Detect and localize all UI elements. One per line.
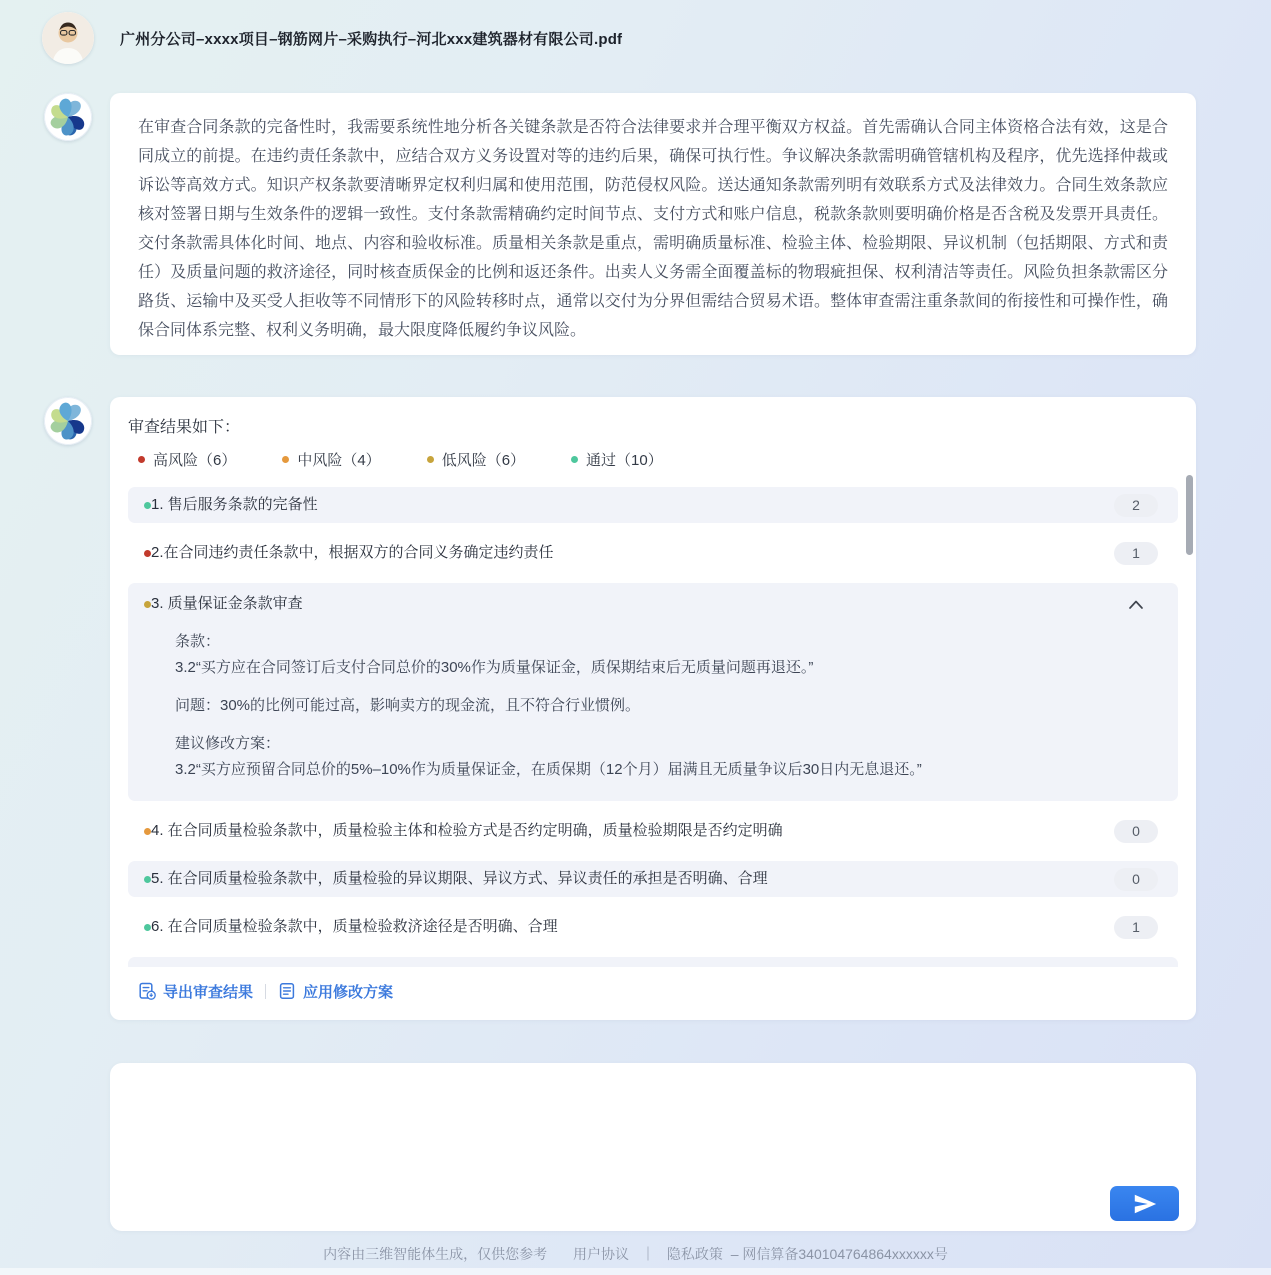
icp-record: – 网信算备340104764864xxxxxx号 bbox=[730, 1246, 948, 1262]
review-item-text: 5. 在合同质量检验条款中，质量检验的异议期限、异议方式、异议责任的承担是否明确、合理 bbox=[151, 870, 768, 887]
legend-label: 通过（10） bbox=[586, 451, 663, 469]
legend-medium-risk bbox=[282, 449, 380, 470]
send-icon bbox=[1131, 1191, 1159, 1217]
legend-label: 中风险（4） bbox=[297, 451, 381, 469]
risk-dot bbox=[144, 828, 151, 835]
footer-divider: ｜ bbox=[640, 1246, 655, 1262]
export-results-label: 导出审查结果 bbox=[163, 983, 254, 1001]
review-item-detail bbox=[175, 629, 1158, 783]
issue-count-badge: 0 bbox=[1114, 820, 1158, 843]
issue-count-badge: 1 bbox=[1114, 542, 1158, 565]
review-message-row bbox=[0, 397, 1271, 1020]
privacy-link[interactable]: 隐私政策 bbox=[666, 1246, 723, 1262]
review-item-text: 4. 在合同质量检验条款中，质量检验主体和检验方式是否约定明确，质量检验期限是否约定明确 bbox=[151, 822, 783, 839]
legend-low-risk bbox=[427, 449, 525, 470]
analysis-card bbox=[110, 93, 1196, 355]
review-item-3-expanded[interactable] bbox=[128, 583, 1178, 801]
review-item-1[interactable] bbox=[128, 487, 1178, 523]
bottom-strip bbox=[0, 1268, 1271, 1275]
send-button[interactable] bbox=[1110, 1186, 1179, 1221]
assistant-avatar bbox=[44, 93, 92, 141]
uploaded-file-name: 广州分公司–xxxx项目–钢筋网片–采购执行–河北xxx建筑器材有限公司.pdf bbox=[120, 30, 623, 48]
review-item-2[interactable] bbox=[128, 535, 1178, 571]
medium-risk-dot bbox=[282, 456, 289, 463]
risk-dot bbox=[144, 502, 151, 509]
apply-changes-label: 应用修改方案 bbox=[303, 983, 394, 1001]
clause-text: 3.2“买方应在合同签订后支付合同总价的30%作为质量保证金，质保期结束后无质量问题再退还。” bbox=[175, 659, 814, 676]
user-avatar bbox=[42, 12, 94, 64]
risk-dot bbox=[144, 601, 151, 608]
review-card bbox=[110, 397, 1196, 1020]
clause-block bbox=[175, 629, 1158, 681]
legend-high-risk bbox=[138, 449, 236, 470]
risk-legend bbox=[138, 448, 1178, 470]
analysis-message-row bbox=[0, 93, 1271, 355]
clause-label: 条款： bbox=[175, 633, 221, 650]
assistant-logo-icon bbox=[44, 93, 92, 141]
review-item-5[interactable] bbox=[128, 861, 1178, 897]
risk-dot bbox=[144, 876, 151, 883]
analysis-paragraph: 在审查合同条款的完备性时，我需要系统性地分析各关键条款是否符合法律要求并合理平衡双方权益。首先需确认合同主体资格合法有效，这是合同成立的前提。在违约责任条款中，应结合双方义务设置对等的违约后果，确保可执行性。争议解决条款需明确管辖机构及程序，优先选择仲裁或诉讼等高效方式。知识产权条款要清晰界定权利归属和使用范围，防范侵权风险。送达通知条款需列明有效联系方式及法律效力。合同生效条款应核对签署日期与生效条件的逻辑一致性。支付条款需精确约定时间节点、支付方式和账户信息，税款条款则要明确价格是否含税及发票开具责任。交付条款需具体化时间、地点、内容和验收标准。质量相关条款是重点，需明确质量标准、检验主体、检验期限、异议机制（包括期限、方式和责任）及质量问题的救济途径，同时核查质保金的比例和返还条件。出卖人义务需全面覆盖标的物瑕疵担保、权利清洁等责任。风险负担条款需区分路货、运输中及买受人拒收等不同情形下的风险转移时点，通常以交付为分界但需结合贸易术语。整体审查需注重条款间的衔接性和可操作性，确保合同体系完整、权利义务明确，最大限度降低履约争议风险。 bbox=[138, 119, 1168, 339]
apply-document-icon bbox=[278, 982, 296, 1000]
problem-block bbox=[175, 693, 1158, 719]
action-divider bbox=[265, 984, 266, 999]
high-risk-dot bbox=[138, 456, 145, 463]
terms-link[interactable]: 用户协议 bbox=[573, 1246, 630, 1262]
suggestion-block bbox=[175, 731, 1158, 783]
risk-dot bbox=[144, 924, 151, 931]
review-actions bbox=[128, 979, 1178, 1003]
low-risk-dot bbox=[427, 456, 434, 463]
legend-label: 低风险（6） bbox=[441, 451, 526, 469]
suggestion-text: 3.2“买方应预留合同总价的5%–10%作为质量保证金，在质保期（12个月）届满且无质量争议后30日内无息退还。” bbox=[175, 761, 922, 778]
review-item-text: 3. 质量保证金条款审查 bbox=[151, 595, 303, 612]
apply-changes-button[interactable] bbox=[278, 981, 393, 1002]
review-item-text: 6. 在合同质量检验条款中，质量检验救济途径是否明确、合理 bbox=[151, 918, 558, 935]
problem-text: 问题：30%的比例可能过高，影响卖方的现金流，且不符合行业惯例。 bbox=[175, 697, 641, 714]
legend-pass bbox=[571, 449, 663, 470]
composer bbox=[110, 1063, 1196, 1231]
review-list bbox=[128, 487, 1178, 967]
review-item-header[interactable] bbox=[144, 593, 1158, 615]
pass-dot bbox=[571, 456, 578, 463]
legend-label: 高风险（6） bbox=[153, 451, 237, 469]
suggestion-label: 建议修改方案： bbox=[175, 735, 281, 752]
review-item-text: 2.在合同违约责任条款中，根据双方的合同义务确定违约责任 bbox=[151, 544, 554, 561]
review-item-clipped[interactable] bbox=[128, 957, 1178, 967]
scrollbar-thumb[interactable] bbox=[1186, 475, 1193, 555]
user-message-row bbox=[0, 0, 1271, 64]
review-item-6[interactable] bbox=[128, 909, 1178, 945]
export-results-button[interactable] bbox=[138, 981, 253, 1002]
assistant-logo-icon bbox=[44, 397, 92, 445]
issue-count-badge: 0 bbox=[1114, 868, 1158, 891]
export-document-icon bbox=[138, 982, 156, 1000]
risk-dot bbox=[144, 550, 151, 557]
user-photo bbox=[42, 12, 94, 64]
chevron-up-icon[interactable] bbox=[1128, 599, 1144, 610]
generated-note: 内容由三维智能体生成，仅供您参考 bbox=[323, 1246, 548, 1262]
message-input[interactable] bbox=[128, 1079, 1178, 1175]
review-title: 审查结果如下： bbox=[128, 419, 241, 436]
footer bbox=[0, 1244, 1271, 1264]
issue-count-badge: 1 bbox=[1114, 916, 1158, 939]
review-item-4[interactable] bbox=[128, 813, 1178, 849]
review-item-text: 1. 售后服务条款的完备性 bbox=[151, 496, 318, 513]
issue-count-badge: 2 bbox=[1114, 494, 1158, 517]
assistant-avatar bbox=[44, 397, 92, 445]
